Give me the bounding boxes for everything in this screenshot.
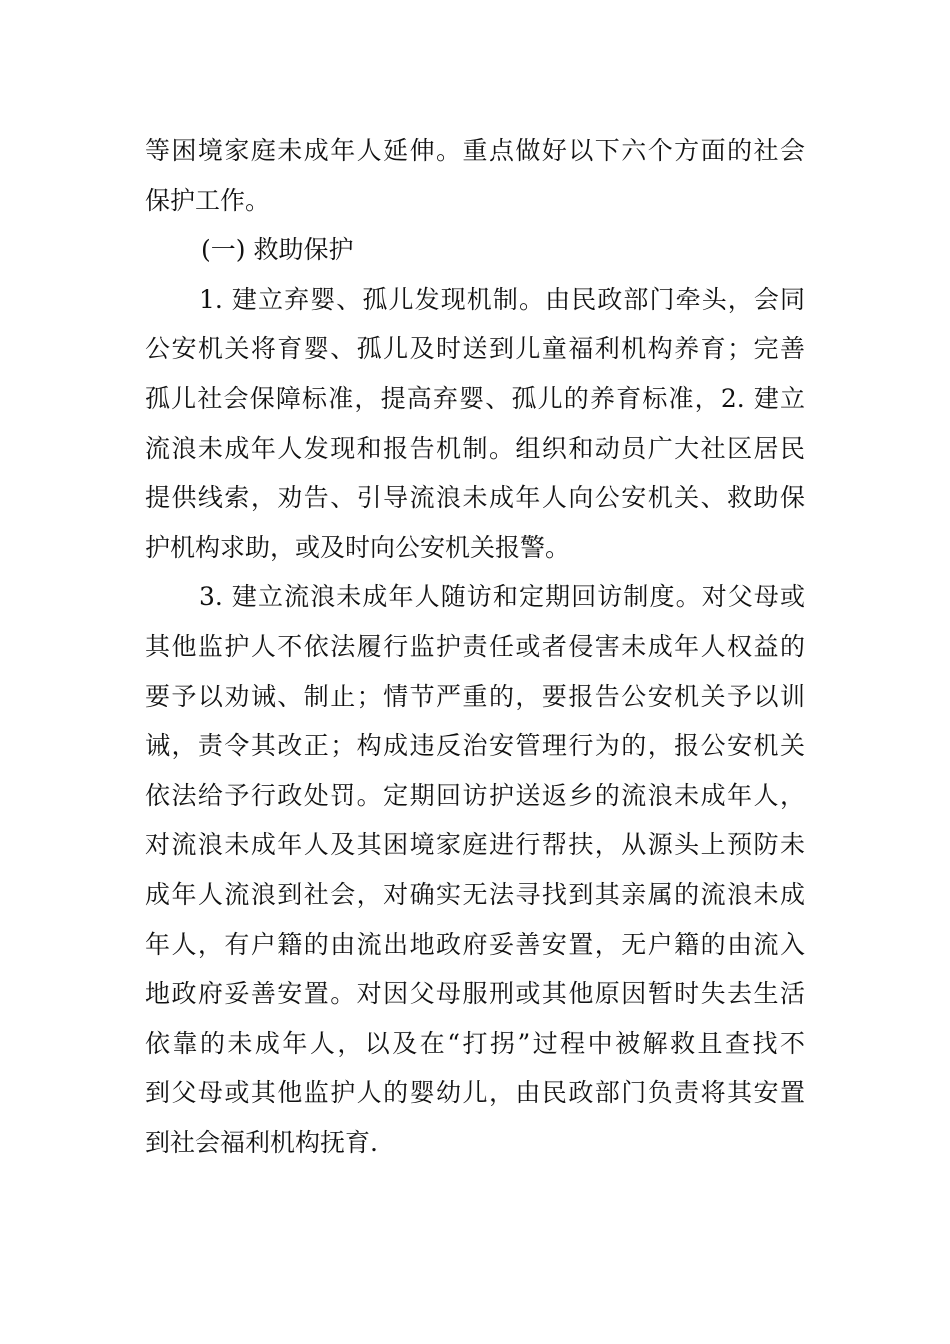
text-line: 诫，责令其改正；构成违反治安管理行为的，报公安机关 [145, 731, 805, 761]
text-line: 要予以劝诫、制止；情节严重的，要报告公安机关予以训 [145, 681, 805, 711]
text-line: 公安机关将育婴、孤儿及时送到儿童福利机构养育；完善 [145, 334, 805, 364]
text-line: 等困境家庭未成年人延伸。重点做好以下六个方面的社会 [145, 136, 805, 165]
text-line: 对流浪未成年人及其困境家庭进行帮扶，从源头上预防未 [145, 830, 805, 860]
section-heading: (一) 救助保护 [201, 235, 354, 265]
text-line: 孤儿社会保障标准，提高弃婴、孤儿的养育标准，2. 建立 [145, 383, 805, 413]
text-line: 年人，有户籍的由流出地政府妥善安置，无户籍的由流入 [145, 929, 805, 959]
text-line: 提供线索，劝告、引导流浪未成年人向公安机关、救助保 [145, 483, 805, 513]
text-line: 依靠的未成年人，以及在“打拐”过程中被解救且查找不 [145, 1028, 805, 1058]
text-line: 到父母或其他监护人的婴幼儿，由民政部门负责将其安置 [145, 1078, 805, 1108]
text-line: 成年人流浪到社会，对确实无法寻找到其亲属的流浪未成 [145, 879, 805, 909]
text-line: 3. 建立流浪未成年人随访和定期回访制度。对父母或 [199, 582, 805, 612]
text-line: 地政府妥善安置。对因父母服刑或其他原因暂时失去生活 [145, 979, 805, 1009]
text-line: 流浪未成年人发现和报告机制。组织和动员广大社区居民 [145, 433, 805, 463]
text-line: 到社会福利机构抚育. [145, 1127, 378, 1157]
document-body [145, 126, 805, 1167]
text-line: 1. 建立弃婴、孤儿发现机制。由民政部门牵头，会同 [199, 284, 805, 314]
text-line: 保护工作。 [145, 185, 271, 215]
text-line: 依法给予行政处罚。定期回访护送返乡的流浪未成年人， [145, 780, 805, 810]
text-line: 护机构求助，或及时向公安机关报警。 [145, 532, 571, 562]
text-line: 其他监护人不依法履行监护责任或者侵害未成年人权益的 [145, 631, 805, 661]
